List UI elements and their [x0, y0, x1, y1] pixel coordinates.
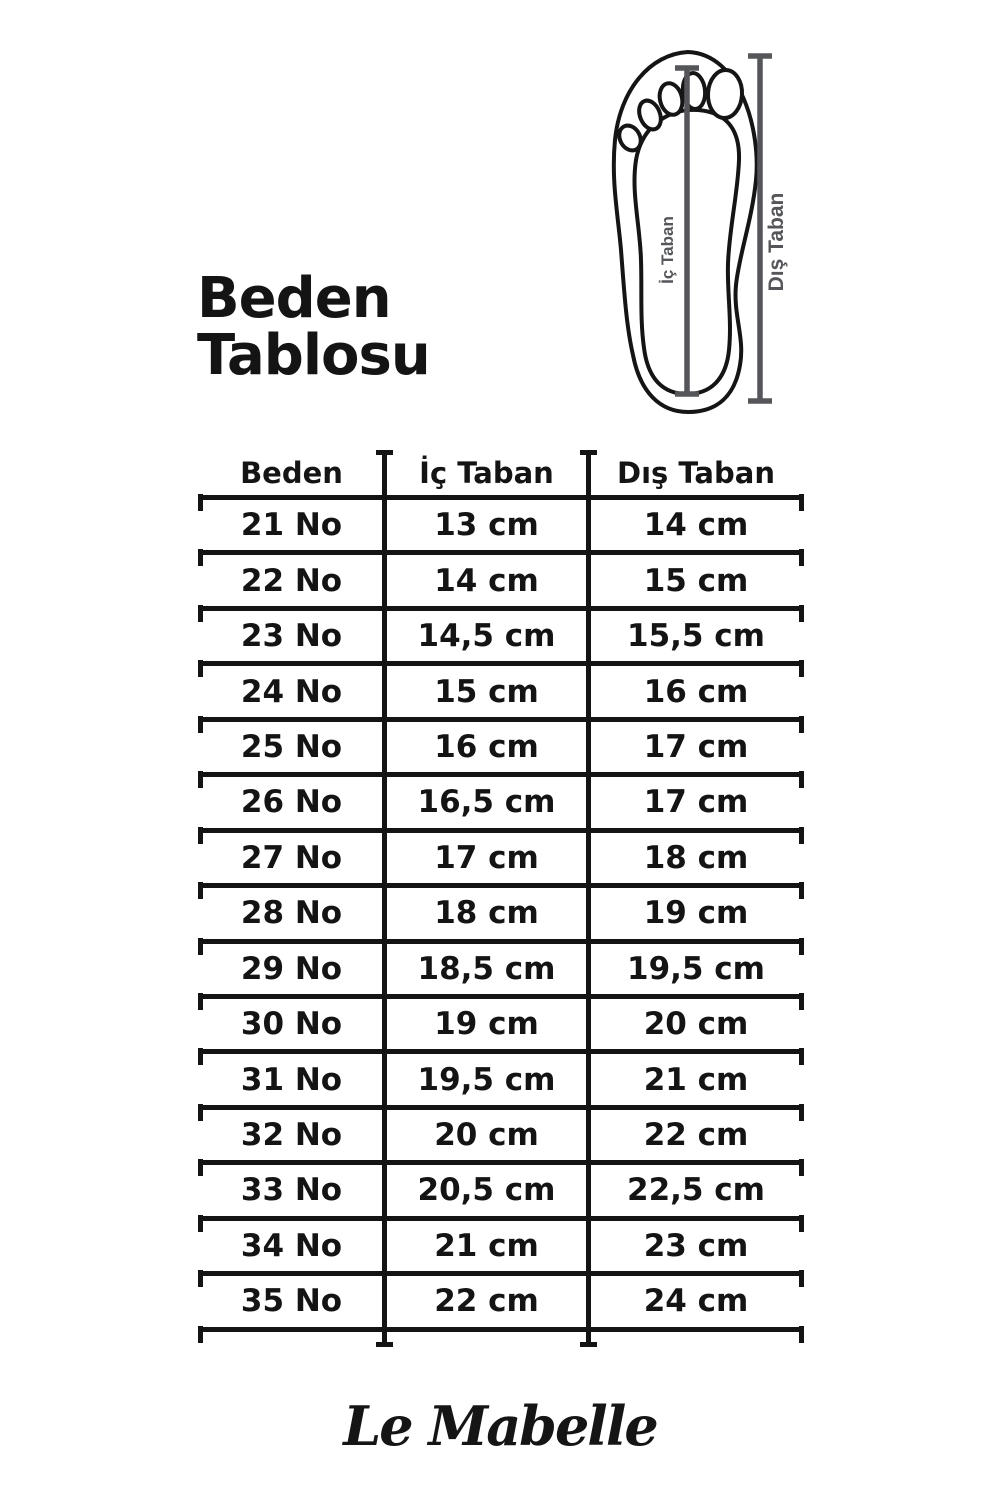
inner-sole-label: İç Taban [658, 216, 677, 284]
cell-size: 30 No [240, 1006, 343, 1043]
table-header-row [198, 450, 804, 495]
cell-outer-sole: 20 cm [643, 1006, 749, 1043]
cell-size: 32 No [240, 1117, 343, 1154]
cell-size: 29 No [240, 950, 343, 987]
cell-inner-sole: 20,5 cm [417, 1172, 556, 1209]
cell-outer-sole: 15 cm [643, 562, 749, 599]
page-title-line2: Tablosu [197, 323, 430, 389]
table-row [198, 550, 804, 605]
table-row [198, 661, 804, 716]
cell-outer-sole: 24 cm [643, 1283, 749, 1320]
column-divider-2 [586, 450, 591, 1347]
cell-outer-sole: 19,5 cm [627, 950, 765, 987]
table-row [198, 1160, 804, 1215]
cell-inner-sole: 19 cm [434, 1006, 539, 1043]
cell-inner-sole: 18 cm [434, 895, 539, 932]
toe-big [707, 69, 743, 119]
header-cell-beden: Beden [240, 455, 343, 490]
cell-outer-sole: 18 cm [643, 839, 749, 876]
brand-logo: Le Mabelle [343, 1394, 657, 1458]
cell-size: 33 No [240, 1172, 343, 1209]
cell-size: 34 No [240, 1227, 343, 1264]
cell-outer-sole: 22,5 cm [627, 1172, 765, 1209]
cell-size: 23 No [240, 618, 343, 655]
table-row [198, 772, 804, 827]
cell-size: 26 No [240, 784, 343, 821]
cell-outer-sole: 17 cm [643, 728, 749, 765]
cell-inner-sole: 17 cm [434, 839, 539, 876]
table-row [198, 606, 804, 661]
header-cell-dis-taban: Dış Taban [617, 455, 775, 490]
cell-size: 35 No [240, 1283, 343, 1320]
foot-diagram [580, 20, 830, 440]
cell-outer-sole: 19 cm [643, 895, 749, 932]
cell-inner-sole: 18,5 cm [417, 950, 556, 987]
cell-size: 24 No [240, 673, 343, 710]
cell-inner-sole: 16 cm [434, 728, 539, 765]
cell-outer-sole: 17 cm [643, 784, 749, 821]
table-row [198, 1049, 804, 1104]
page-title [197, 266, 430, 389]
size-table [198, 450, 804, 1332]
table-row [198, 1271, 804, 1326]
cell-size: 27 No [240, 839, 343, 876]
cell-outer-sole: 14 cm [643, 507, 749, 544]
table-row [198, 994, 804, 1049]
cell-outer-sole: 22 cm [643, 1117, 749, 1154]
foot-illustration-icon [580, 20, 830, 440]
table-bottom-rule [198, 1327, 804, 1332]
cell-inner-sole: 16,5 cm [417, 784, 556, 821]
cell-inner-sole: 14,5 cm [417, 618, 556, 655]
cell-inner-sole: 22 cm [434, 1283, 539, 1320]
cell-outer-sole: 16 cm [643, 673, 749, 710]
cell-outer-sole: 21 cm [643, 1061, 749, 1098]
cell-inner-sole: 14 cm [434, 562, 539, 599]
cell-inner-sole: 19,5 cm [417, 1061, 556, 1098]
column-divider-1 [382, 450, 387, 1347]
cell-inner-sole: 15 cm [434, 673, 539, 710]
cell-inner-sole: 20 cm [434, 1117, 539, 1154]
table-row [198, 828, 804, 883]
table-row [198, 883, 804, 938]
table-row [198, 939, 804, 994]
cell-size: 25 No [240, 728, 343, 765]
cell-size: 31 No [240, 1061, 343, 1098]
table-row [198, 717, 804, 772]
header-cell-ic-taban: İç Taban [419, 455, 554, 490]
page-title-line1: Beden [197, 266, 391, 331]
outer-sole-label: Dış Taban [765, 192, 788, 292]
cell-outer-sole: 23 cm [643, 1227, 749, 1264]
table-row [198, 1105, 804, 1160]
cell-inner-sole: 13 cm [434, 507, 539, 544]
cell-size: 22 No [240, 562, 343, 599]
table-row [198, 495, 804, 550]
cell-size: 21 No [240, 507, 343, 544]
cell-outer-sole: 15,5 cm [627, 618, 765, 655]
cell-size: 28 No [240, 895, 343, 932]
cell-inner-sole: 21 cm [434, 1227, 539, 1264]
table-row [198, 1216, 804, 1271]
